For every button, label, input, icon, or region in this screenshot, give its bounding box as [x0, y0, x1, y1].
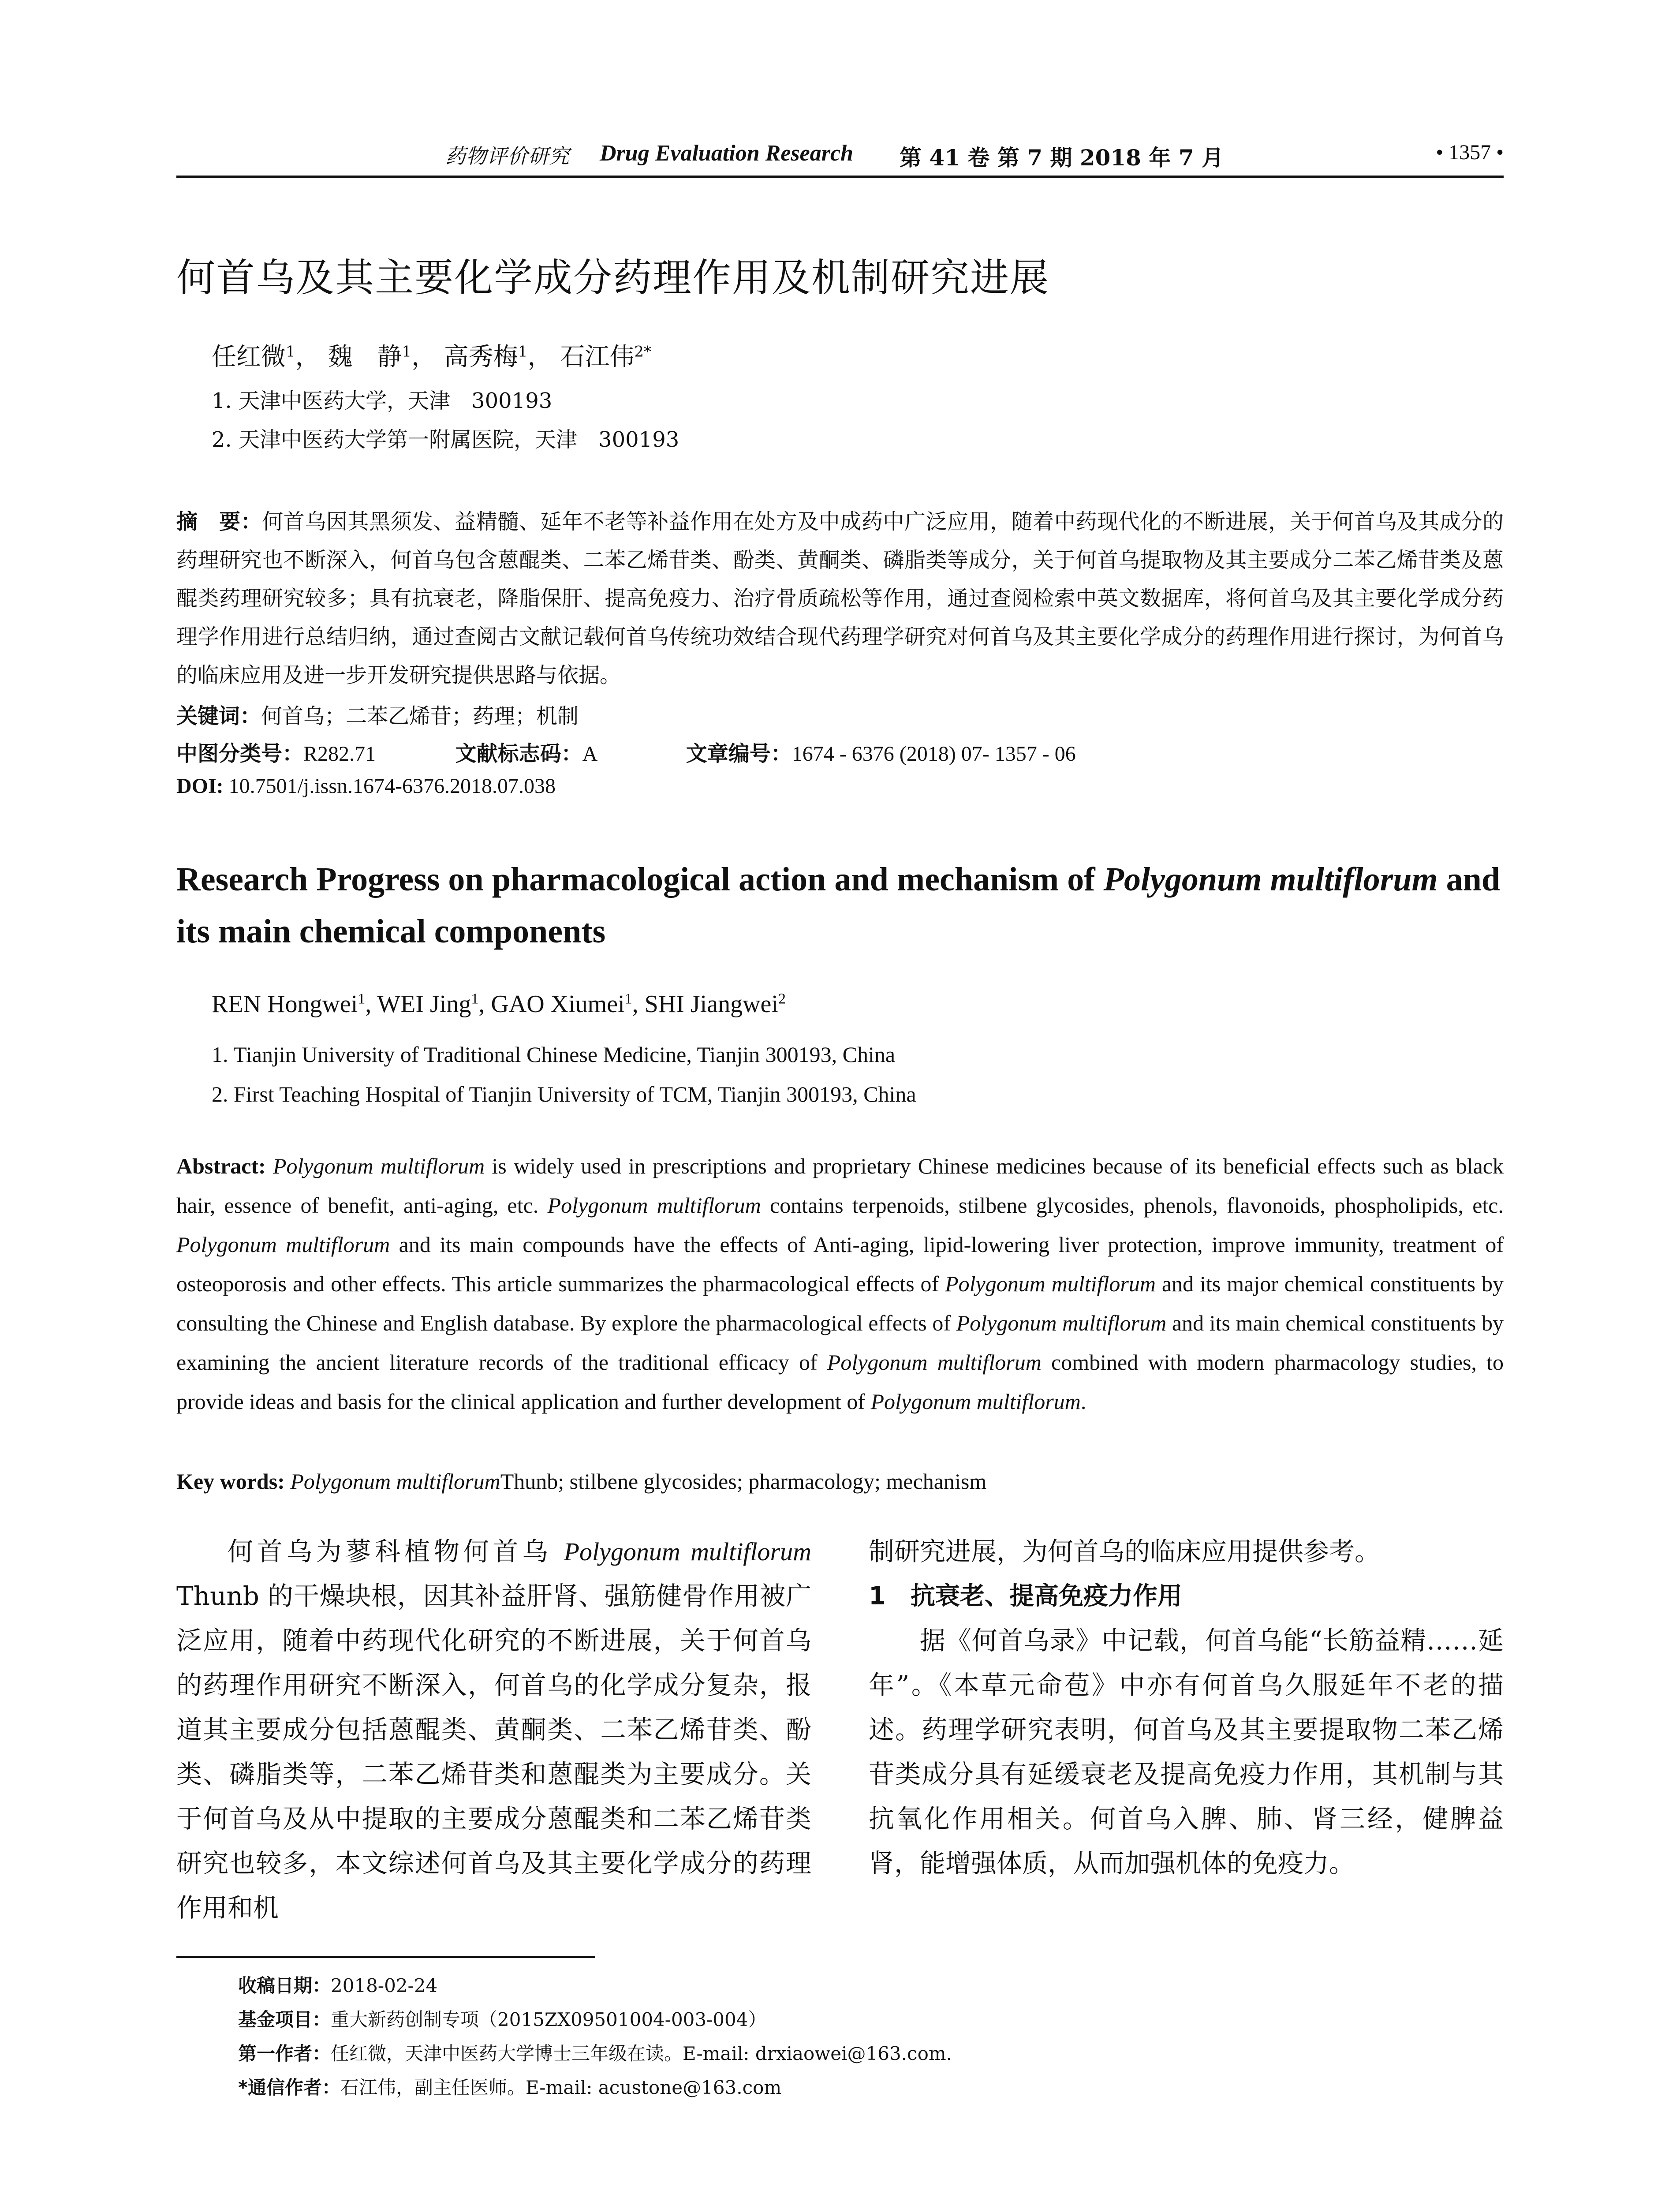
keywords-en-label: Key words:	[176, 1469, 285, 1494]
author-en: SHI Jiangwei	[644, 990, 778, 1018]
author-cn: 任红微	[212, 343, 286, 371]
abstract-cn-label: 摘 要：	[176, 509, 262, 534]
issue-info: 第 41 卷 第 7 期 2018 年 7 月	[900, 145, 1224, 171]
author-sup: 2	[778, 990, 786, 1007]
doi-value[interactable]: 10.7501/j.issn.1674-6376.2018.07.038	[228, 774, 556, 798]
doi-label: DOI:	[176, 774, 224, 798]
journal-logo: 药物评价研究	[445, 144, 570, 168]
doc-code-value: A	[582, 742, 598, 766]
species-name: Polygonum multiflorum	[273, 1154, 485, 1178]
footnote-label: *通信作者：	[238, 2077, 340, 2098]
footnote-received	[238, 1971, 437, 1998]
doi-line	[176, 774, 556, 798]
title-en-italic: Polygonum multiflorum	[1103, 861, 1438, 898]
species-name: Polygonum multiflorum	[176, 1232, 390, 1257]
authors-en: REN Hongwei$^1$, WEI Jing$^1$, GAO Xiumei$^1$, SHI Jiangwei$^2$	[212, 990, 786, 1018]
author-cn: 石江伟	[560, 343, 635, 371]
authors-cn: 任红微$^1$， 魏 静$^1$， 高秀梅$^1$， 石江伟$^{2*}$	[212, 343, 651, 371]
keywords-cn	[176, 699, 579, 729]
article-no-label: 文章编号：	[686, 741, 792, 766]
affiliation-en-2: 2. First Teaching Hospital of Tianjin University of TCM, Tianjin 300193, China	[212, 1082, 916, 1106]
keywords-en	[176, 1469, 986, 1494]
footnote-label: 收稿日期：	[238, 1975, 331, 1996]
header-rule	[176, 176, 1504, 178]
journal-name: Drug Evaluation Research	[600, 141, 853, 166]
title-en-part2: and its main chemical components	[176, 861, 1501, 950]
clc-label: 中图分类号：	[176, 741, 304, 766]
footnote-label: 基金项目：	[238, 2009, 331, 2030]
abstract-en-text: and its major chemical constituents by consulting the Chinese and English database. By explore the pharmacological effects of	[176, 1271, 1504, 1335]
clc-value: R282.71	[303, 742, 376, 766]
title-en	[176, 853, 1504, 957]
body-column-left	[176, 1529, 811, 1930]
species-name: Polygonum multiflorum	[827, 1350, 1042, 1375]
keywords-en-text: Thunb; stilbene glycosides; pharmacology; mechanism	[500, 1469, 987, 1494]
author-en: REN Hongwei	[212, 990, 358, 1018]
abstract-en-body	[176, 1154, 1504, 1414]
abstract-cn	[176, 503, 1504, 695]
body-paragraph: 据《何首乌录》中记载，何首乌能“长筋益精……延年”。《本草元命苞》中亦有何首乌久服延年不老的描述。药理学研究表明，何首乌及其主要提取物二苯乙烯苷类成分具有延缓衰老及提高免疫力作用，其机制与其抗氧化作用相关。何首乌入脾、肺、肾三经，健脾益肾，能增强体质，从而加强机体的免疫力。	[869, 1626, 1504, 1878]
abstract-en-text: combined with modern pharmacology studies, to provide ideas and basis for the clinical application and further development of	[176, 1350, 1504, 1414]
abstract-en-text: and its main compounds have the effects of Anti-aging, lipid-lowering liver protection, improve immunity, treatment of osteoporosis and other effects. This article summarizes the pharmacological effects of	[176, 1232, 1504, 1296]
author-sup: 1	[624, 990, 632, 1007]
classification-line	[176, 736, 1076, 767]
footnote-rule	[176, 1956, 595, 1958]
species-name: Polygonum multiflorum	[956, 1311, 1167, 1335]
footnote-corresponding	[238, 2073, 781, 2100]
author-sup: 2*	[634, 343, 651, 361]
author-en: GAO Xiumei	[491, 990, 625, 1018]
abstract-en-text: is widely used in prescriptions and proprietary Chinese medicines because of its beneficial effects such as black hair, essence of benefit, anti-aging, etc.	[176, 1154, 1504, 1218]
author-sup: 1	[471, 990, 479, 1007]
footnote-text: 2018-02-24	[331, 1975, 438, 1996]
title-en-part1: Research Progress on pharmacological action and mechanism of	[176, 861, 1104, 898]
author-sup: 1	[518, 343, 528, 361]
keywords-en-italic: Polygonum multiflorum	[290, 1469, 500, 1494]
abstract-en-text: contains terpenoids, stilbene glycosides, phenols, flavonoids, phospholipids, etc.	[761, 1193, 1504, 1218]
body-text: Thunb 的干燥块根，因其补益肝肾、强筋健骨作用被广泛应用，随着中药现代化研究的不断进展，关于何首乌的药理作用研究不断深入，何首乌的化学成分复杂，报道其主要成分包括蒽醌类、黄酮类、二苯乙烯苷类、酚类、磷脂类等，二苯乙烯苷类和蒽醌类为主要成分。关于何首乌及从中提取的主要成分蒽醌类和二苯乙烯苷类研究也较多，本文综述何首乌及其主要化学成分的药理作用和机	[176, 1581, 811, 1923]
footnote-first-author	[238, 2039, 952, 2066]
author-cn: 高秀梅	[444, 343, 518, 371]
abstract-cn-text: 何首乌因其黑须发、益精髓、延年不老等补益作用在处方及中成药中广泛应用，随着中药现代化的不断进展，关于何首乌及其成分的药理研究也不断深入，何首乌包含蒽醌类、二苯乙烯苷类、酚类、黄酮类、磷脂类等成分，关于何首乌提取物及其主要成分二苯乙烯苷类及蒽醌类药理研究较多；具有抗衰老，降脂保肝、提高免疫力、治疗骨质疏松等作用，通过查阅检索中英文数据库，将何首乌及其主要化学成分药理学作用进行总结归纳，通过查阅古文献记载何首乌传统功效结合现代药理学研究对何首乌及其主要化学成分的药理作用进行探讨，为何首乌的临床应用及进一步开发研究提供思路与依据。	[176, 509, 1504, 688]
author-sup: 1	[358, 990, 366, 1007]
footnote-fund	[238, 2005, 766, 2032]
section-heading: 1 抗衰老、提高免疫力作用	[869, 1582, 1182, 1611]
body-text: 何首乌为蓼科植物何首乌	[228, 1536, 564, 1566]
body-column-right	[869, 1529, 1504, 1886]
abstract-en-text: and its main chemical constituents by examining the ancient literature records of the traditional efficacy of	[176, 1311, 1504, 1375]
page-number: • 1357 •	[1436, 141, 1504, 164]
author-sup: 1	[286, 343, 295, 361]
body-paragraph: 制研究进展，为何首乌的临床应用提供参考。	[869, 1536, 1381, 1566]
affiliation-cn-1: 1. 天津中医药大学，天津 300193	[212, 389, 553, 413]
footnote-text: 任红微，天津中医药大学博士三年级在读。E-mail: drxiaowei@163.com.	[331, 2043, 952, 2064]
running-header	[176, 140, 1504, 176]
footnote-text: 石江伟，副主任医师。E-mail: acustone@163.com	[340, 2077, 782, 2098]
footnote-label: 第一作者：	[238, 2043, 331, 2064]
article-no-value: 1674 - 6376 (2018) 07- 1357 - 06	[791, 742, 1076, 766]
keywords-cn-text: 何首乌；二苯乙烯苷；药理；机制	[261, 704, 579, 729]
author-en: WEI Jing	[377, 990, 471, 1018]
author-cn: 魏 静	[328, 343, 402, 371]
body-paragraph	[176, 1529, 811, 1930]
abstract-en	[176, 1147, 1504, 1421]
abstract-en-label: Abstract:	[176, 1154, 266, 1178]
abstract-en-text: .	[1080, 1389, 1086, 1414]
keywords-cn-label: 关键词：	[176, 704, 261, 729]
affiliation-cn-2: 2. 天津中医药大学第一附属医院，天津 300193	[212, 427, 679, 452]
species-name: Polygonum multiflorum	[564, 1537, 811, 1566]
doc-code-label: 文献标志码：	[455, 741, 582, 766]
species-name: Polygonum multiflorum	[547, 1193, 761, 1218]
footnote-text: 重大新药创制专项（2015ZX09501004-003-004）	[331, 2009, 767, 2030]
affiliation-en-1: 1. Tianjin University of Traditional Chinese Medicine, Tianjin 300193, China	[212, 1042, 896, 1067]
species-name: Polygonum multiflorum	[945, 1271, 1156, 1296]
author-sup: 1	[402, 343, 412, 361]
species-name: Polygonum multiflorum	[870, 1389, 1081, 1414]
title-cn: 何首乌及其主要化学成分药理作用及机制研究进展	[176, 255, 1050, 300]
